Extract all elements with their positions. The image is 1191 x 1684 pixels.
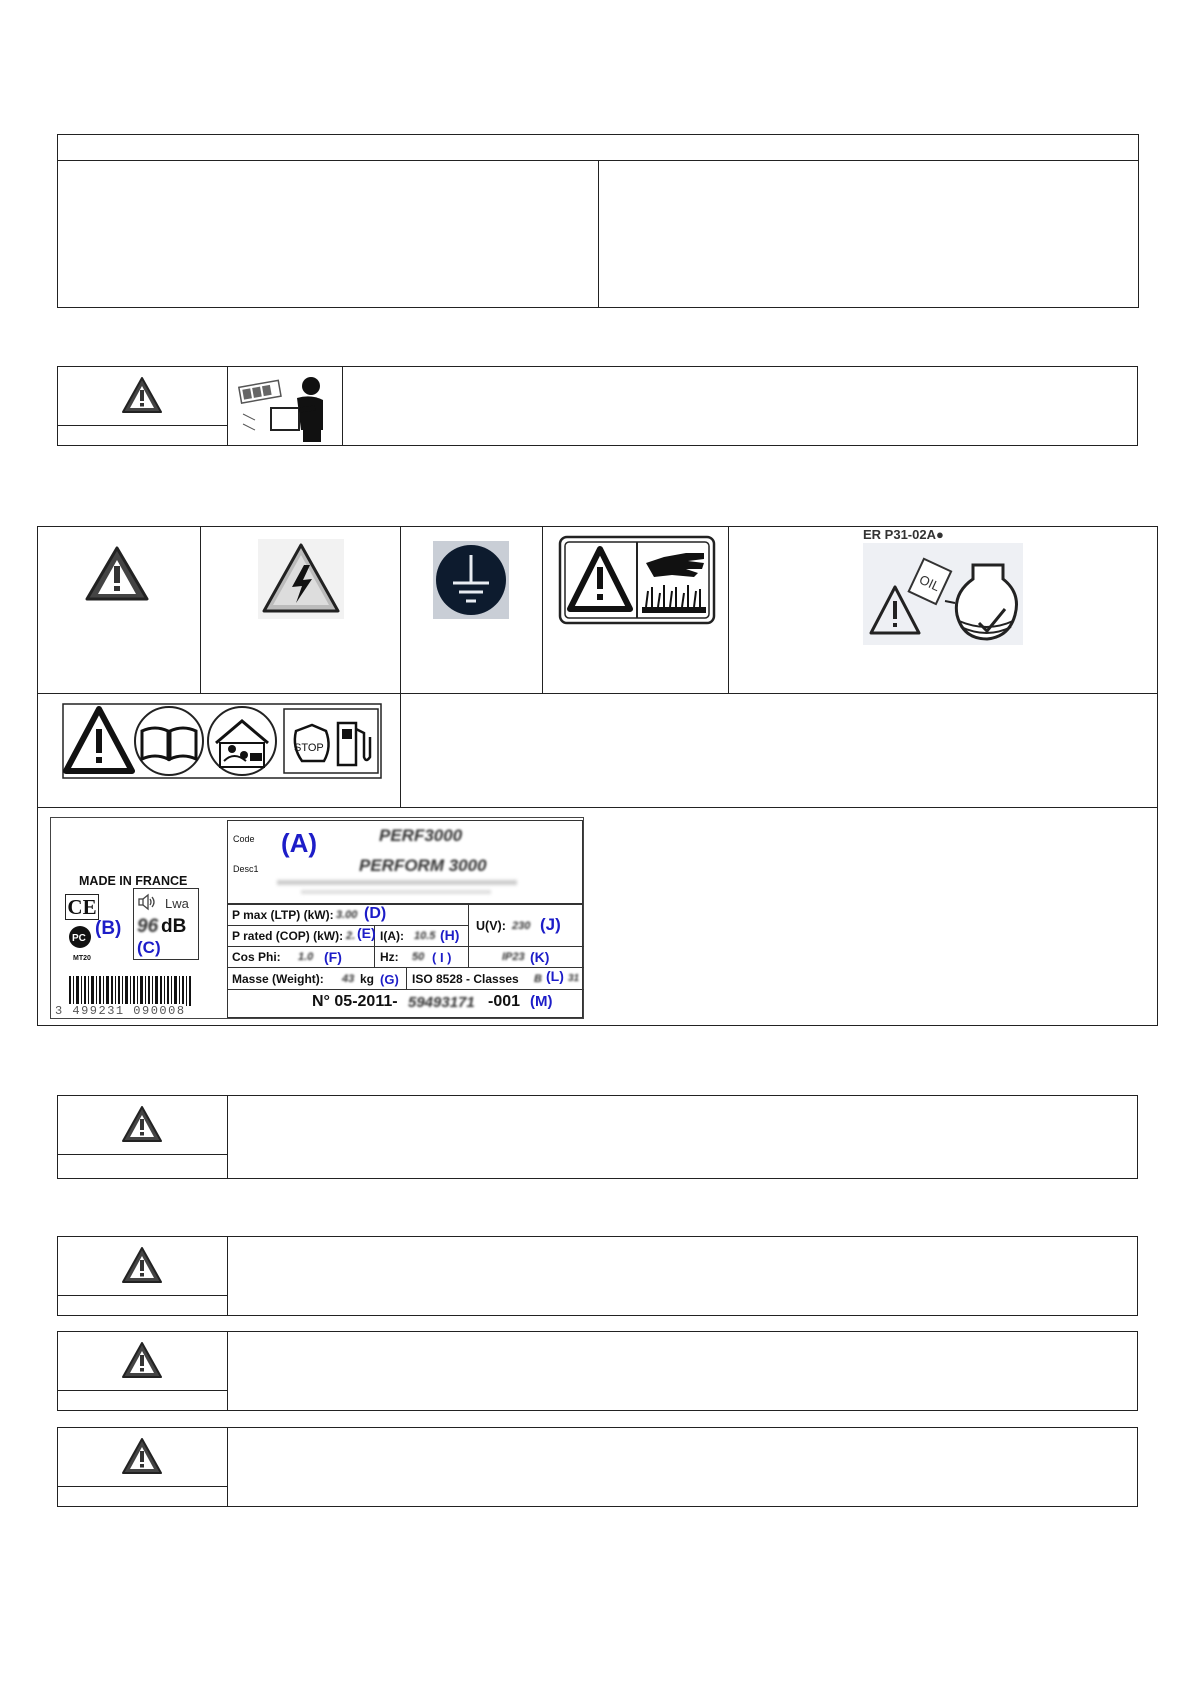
grid-h1: [228, 925, 468, 926]
warning-box-4: [57, 1331, 1138, 1411]
col-divider-1: [200, 527, 201, 693]
callout-l: (L): [546, 968, 564, 984]
callout-k: (K): [530, 949, 550, 965]
manual-book-icon: [135, 707, 203, 775]
person-reading-label-icon: [229, 368, 341, 444]
desc-value: PERFORM 3000: [359, 856, 487, 875]
grid-v3: [468, 946, 469, 967]
svg-text:OIL: OIL: [917, 571, 943, 595]
warning-triangle-icon: [121, 1437, 163, 1475]
warning-box-3-icon-cell: [58, 1237, 228, 1315]
made-in-france-label: MADE IN FRANCE: [79, 874, 188, 888]
col-divider-4: [728, 527, 729, 693]
cosphi-value: 1.0: [298, 951, 314, 963]
header-column-divider: [598, 160, 599, 308]
warning-box-1: [57, 366, 1138, 446]
voltage-value: 230: [512, 920, 531, 932]
mt20-label: MT20: [73, 955, 91, 962]
blurred-address-line: [277, 880, 517, 885]
header-table: [57, 134, 1139, 308]
callout-i: ( I ): [432, 950, 452, 965]
callout-h: (H): [440, 927, 460, 943]
warning-box-5-icon-cell: [58, 1428, 228, 1506]
warning-box-5-label-divider: [58, 1486, 227, 1487]
pct-mark-icon: [67, 924, 97, 955]
voltage-label: U(V):: [476, 919, 506, 933]
callout-m: (M): [530, 993, 553, 1010]
person-reading-label-pictogram-cell: [228, 367, 343, 445]
iso-class: B: [534, 973, 542, 985]
mass-unit: kg: [360, 972, 375, 986]
mass-value: 43: [342, 973, 355, 985]
warning-box-2-label-divider: [58, 1154, 227, 1155]
warning-box-1-icon-cell: [58, 367, 228, 445]
serial-suffix: -001: [488, 993, 521, 1010]
callout-g: (G): [380, 972, 399, 987]
callout-e: (E): [357, 925, 376, 941]
speaker-icon: [137, 892, 157, 917]
grid-h4: [228, 989, 584, 990]
warning-triangle-icon: [121, 1105, 163, 1143]
hz-value: 50: [412, 951, 425, 963]
code-value: PERF3000: [379, 826, 463, 845]
warning-box-5: [57, 1427, 1138, 1507]
callout-j: (J): [540, 915, 561, 934]
oil-check-icon: [863, 543, 1023, 650]
callout-c: (C): [137, 938, 161, 957]
warning-triangle-icon: [121, 1246, 163, 1284]
warning-box-2: [57, 1095, 1138, 1179]
ce-mark-icon: CE: [65, 894, 99, 920]
col-divider-2: [400, 527, 401, 807]
cosphi-label: Cos Phi:: [232, 950, 281, 964]
electrical-hazard-icon: [258, 539, 344, 624]
blurred-address-line-2: [301, 890, 491, 894]
warning-triangle-icon: [84, 545, 150, 603]
ip-value: IP23: [502, 951, 525, 963]
callout-f: (F): [324, 949, 342, 965]
db-value: 96: [137, 916, 159, 937]
warning-box-4-icon-cell: [58, 1332, 228, 1410]
oil-pictogram-code: ER P31-02A●: [863, 527, 944, 542]
serial-prefix: N° 05-2011-: [312, 993, 398, 1010]
iso-label: ISO 8528 - Classes: [412, 972, 519, 986]
exhaust-fumes-icon: [208, 707, 276, 775]
prated-label: P rated (COP) (kW):: [232, 929, 344, 943]
mass-label: Masse (Weight):: [232, 972, 324, 986]
col-divider-3: [542, 527, 543, 693]
stop-text: STOP: [294, 742, 324, 754]
callout-d: (D): [364, 905, 387, 922]
earth-ground-icon: [433, 541, 509, 624]
warning-box-2-icon-cell: [58, 1096, 228, 1178]
grid-h2: [228, 946, 584, 947]
row1-divider: [38, 693, 1157, 694]
desc-label: Desc1: [233, 864, 259, 874]
hot-surface-icon: [558, 535, 716, 630]
callout-a: (A): [281, 828, 318, 858]
code-label: Code: [233, 834, 255, 844]
electrical-data-grid: [227, 904, 583, 1018]
current-value: 10.5: [414, 930, 436, 942]
pmax-label: P max (LTP) (kW):: [232, 908, 334, 922]
iso-tail: 31: [568, 973, 580, 984]
hz-label: Hz:: [380, 950, 399, 964]
grid-v4: [406, 967, 407, 989]
serial-mid: 59493171: [408, 994, 475, 1011]
combined-safety-pictogram-strip: [62, 703, 382, 784]
grid-v1: [468, 905, 469, 946]
row2-divider: [38, 807, 1157, 808]
warning-triangle-icon: [121, 1341, 163, 1379]
pictogram-table: [37, 526, 1158, 1026]
callout-b: (B): [95, 918, 122, 939]
warning-triangle-icon: [121, 376, 163, 414]
warning-box-4-label-divider: [58, 1390, 227, 1391]
svg-text:PC: PC: [72, 933, 86, 944]
warning-box-3: [57, 1236, 1138, 1316]
lwa-label: Lwa: [165, 896, 189, 911]
prated-value: 2.: [346, 930, 356, 942]
pmax-value: 3.00: [336, 909, 358, 921]
warning-box-3-label-divider: [58, 1295, 227, 1296]
rating-plate: [50, 817, 584, 1019]
warning-box-1-label-divider: [58, 425, 227, 426]
current-label: I(A):: [380, 929, 404, 943]
db-unit: dB: [161, 916, 187, 937]
barcode-number: 3 499231 090008: [55, 1004, 186, 1018]
